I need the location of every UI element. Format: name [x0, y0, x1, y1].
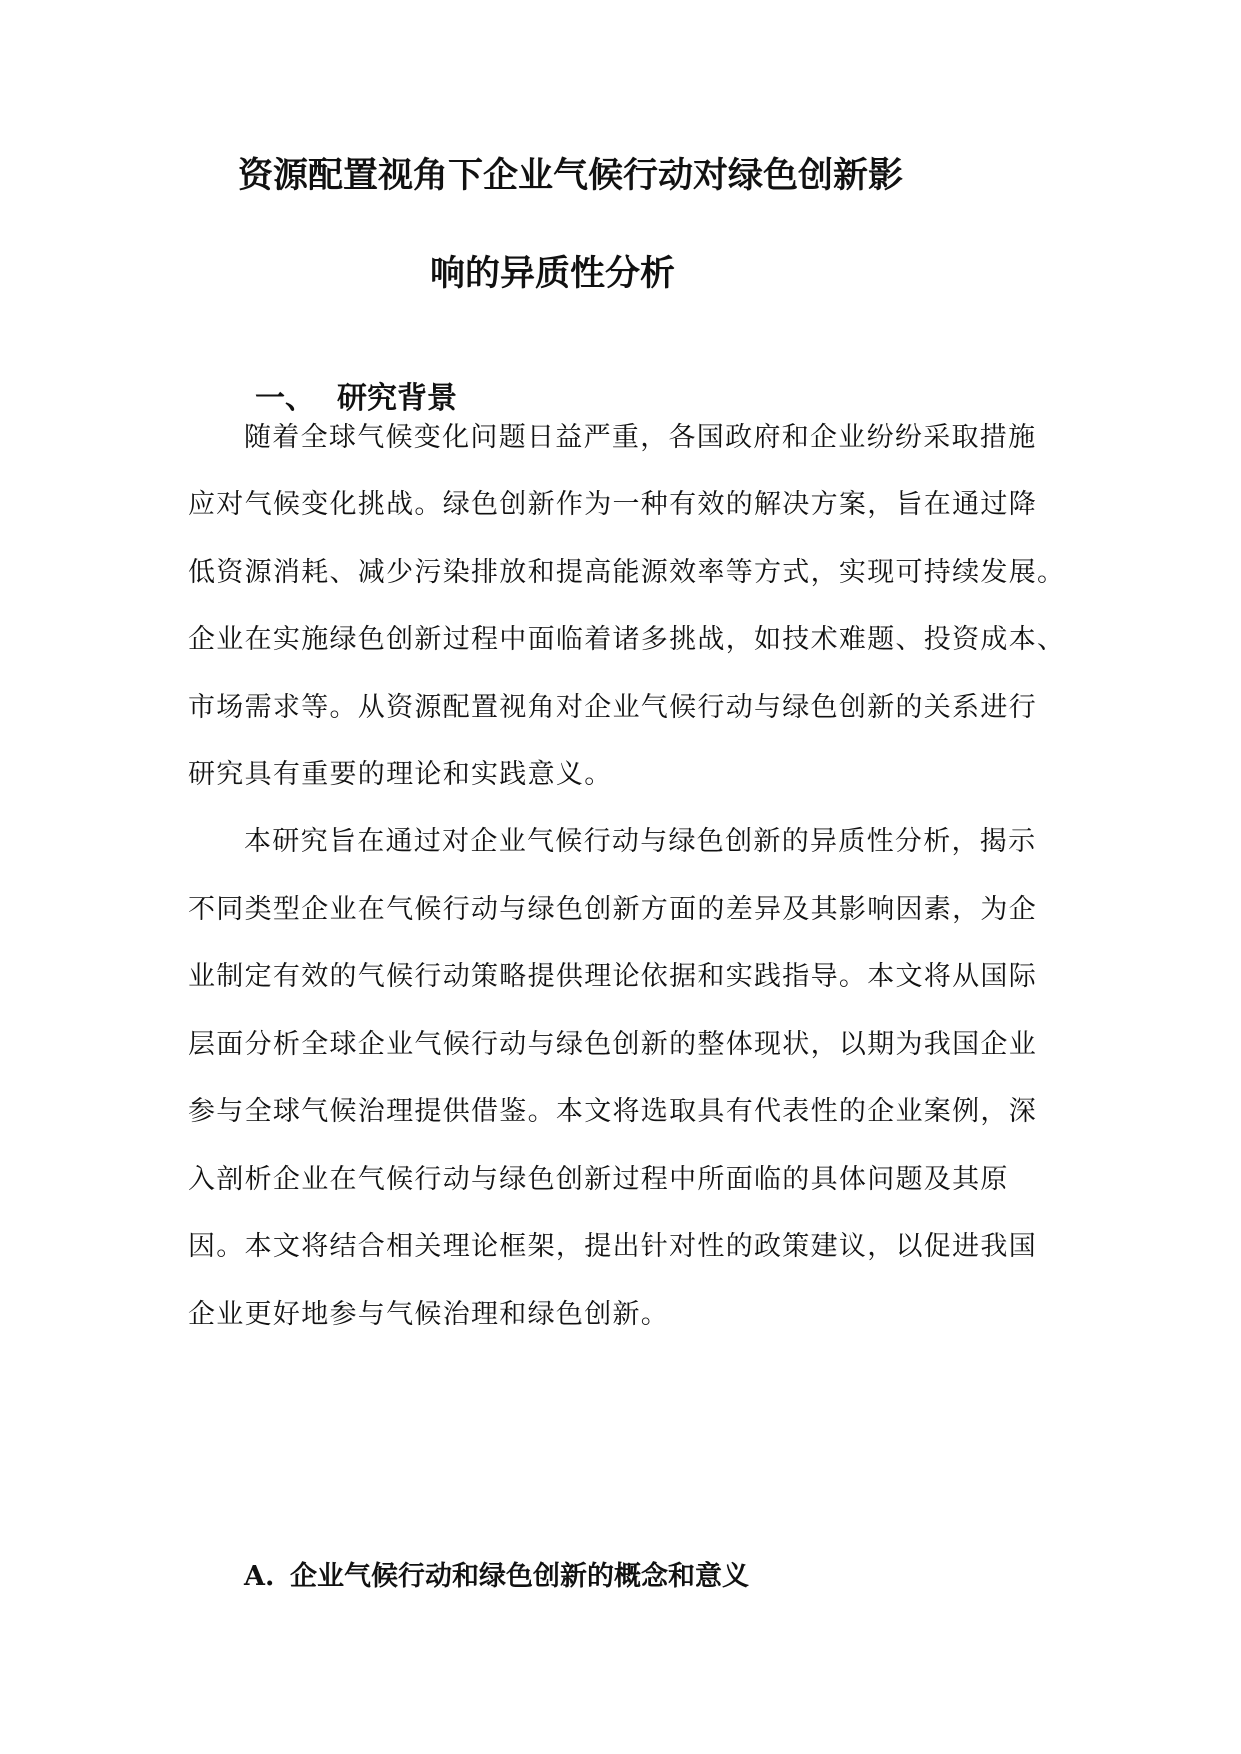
subsection-letter: A. — [244, 1561, 275, 1592]
paragraph-line: 企业在实施绿色创新过程中面临着诸多挑战，如技术难题、投资成本、 — [188, 624, 1066, 655]
document-title-line-2: 响的异质性分析 — [429, 254, 675, 294]
paragraph-line: 业制定有效的气候行动策略提供理论依据和实践指导。本文将从国际 — [188, 961, 1037, 992]
paragraph-line: 应对气候变化挑战。绿色创新作为一种有效的解决方案，旨在通过降 — [188, 489, 1037, 520]
paragraph-line: 市场需求等。从资源配置视角对企业气候行动与绿色创新的关系进行 — [188, 692, 1037, 723]
document-title-line-1: 资源配置视角下企业气候行动对绿色创新影 — [237, 156, 903, 196]
subsection-title: 企业气候行动和绿色创新的概念和意义 — [290, 1561, 749, 1592]
subsection-heading — [244, 1557, 749, 1597]
paragraph-line: 研究具有重要的理论和实践意义。 — [188, 759, 613, 790]
paragraph-line: 层面分析全球企业气候行动与绿色创新的整体现状，以期为我国企业 — [188, 1029, 1037, 1060]
paragraph-line: 低资源消耗、减少污染排放和提高能源效率等方式，实现可持续发展。 — [188, 557, 1066, 588]
section-number: 一、 — [255, 381, 315, 416]
paragraph-line: 因。本文将结合相关理论框架，提出针对性的政策建议，以促进我国 — [188, 1231, 1037, 1262]
paragraph-line: 企业更好地参与气候治理和绿色创新。 — [188, 1299, 670, 1330]
paragraph-line: 入剖析企业在气候行动与绿色创新过程中所面临的具体问题及其原 — [188, 1164, 1009, 1195]
section-title: 研究背景 — [337, 381, 457, 416]
paragraph-line: 参与全球气候治理提供借鉴。本文将选取具有代表性的企业案例，深 — [188, 1096, 1037, 1127]
paragraph-line: 不同类型企业在气候行动与绿色创新方面的差异及其影响因素，为企 — [188, 894, 1037, 925]
paragraph-line: 本研究旨在通过对企业气候行动与绿色创新的异质性分析，揭示 — [244, 826, 1037, 857]
paragraph-line: 随着全球气候变化问题日益严重，各国政府和企业纷纷采取措施 — [244, 422, 1037, 453]
section-heading — [255, 379, 457, 419]
